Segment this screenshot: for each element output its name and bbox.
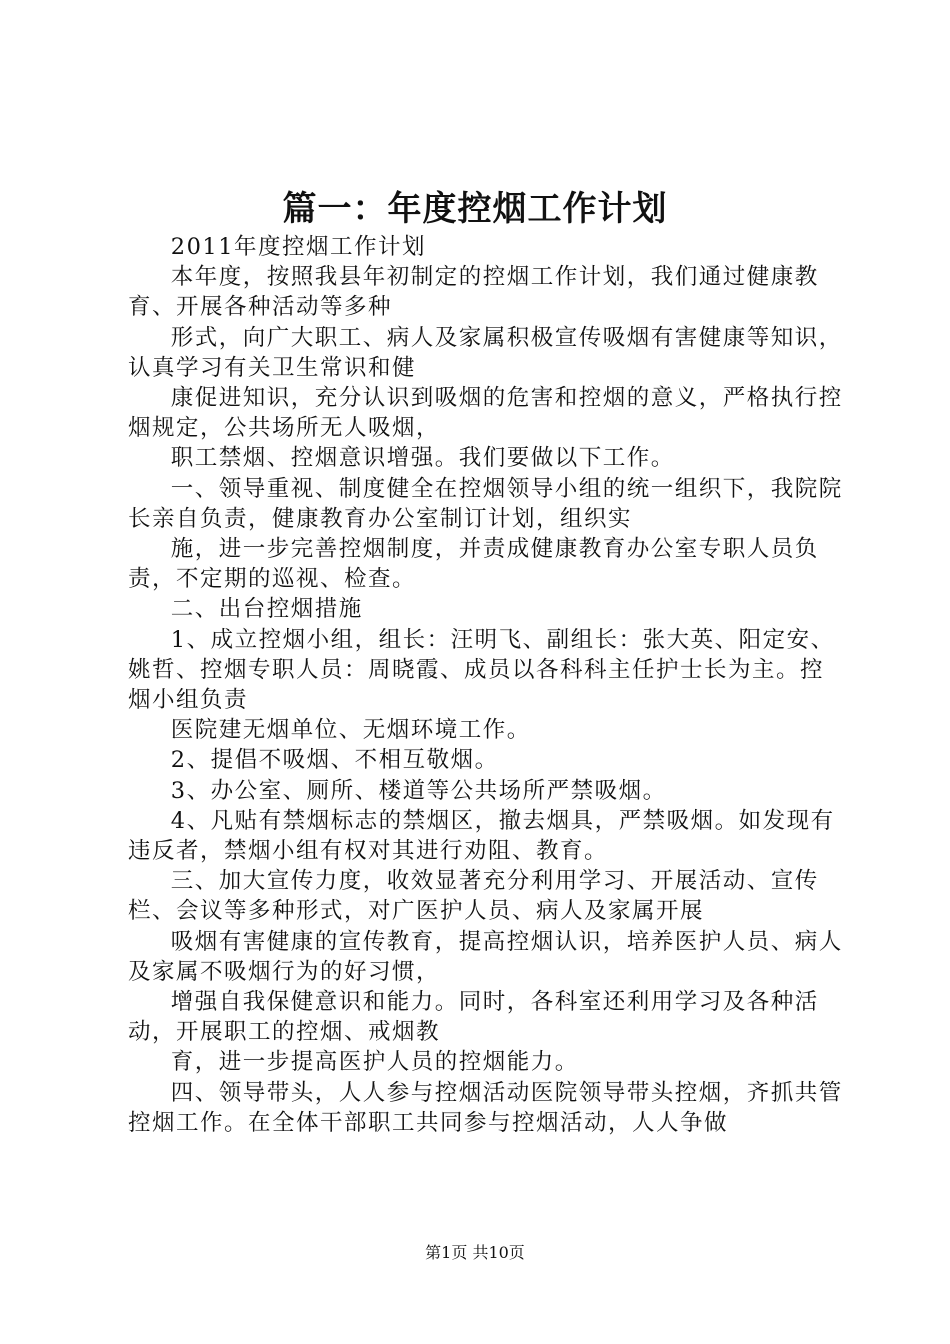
paragraph: 本年度，按照我县年初制定的控烟工作计划，我们通过健康教育、开展各种活动等多种	[128, 264, 819, 321]
paragraph: 3、办公室、厕所、楼道等公共场所严禁吸烟。	[170, 777, 667, 804]
paragraph: 2011年度控烟工作计划	[170, 234, 427, 260]
paragraph: 增强自我保健意识和能力。同时，各科室还利用学习及各种活动，开展职工的控烟、戒烟教	[128, 989, 819, 1046]
paragraph: 康促进知识，充分认识到吸烟的危害和控烟的意义，严格执行控烟规定，公共场所无人吸烟，	[128, 385, 843, 442]
page-footer	[0, 1242, 950, 1264]
paragraph: 4、凡贴有禁烟标志的禁烟区，撤去烟具，严禁吸烟。如发现有违反者，禁烟小组有权对其进行劝阻、教育。	[128, 807, 835, 865]
paragraph: 三、加大宣传力度，收效显著充分利用学习、开展活动、宣传栏、会议等多种形式，对广医护人员、病人及家属开展	[128, 868, 819, 925]
document-body	[128, 232, 844, 1138]
paragraph: 职工禁烟、控烟意识增强。我们要做以下工作。	[170, 445, 675, 472]
paragraph: 一、领导重视、制度健全在控烟领导小组的统一组织下，我院院长亲自负责，健康教育办公室制订计划，组织实	[128, 475, 843, 532]
document-title: 篇一：年度控烟工作计划	[282, 189, 668, 229]
paragraph: 吸烟有害健康的宣传教育，提高控烟认识，培养医护人员、病人及家属不吸烟行为的好习惯，	[128, 928, 843, 985]
paragraph: 施，进一步完善控烟制度，并责成健康教育办公室专职人员负责，不定期的巡视、检查。	[128, 536, 819, 593]
paragraph: 形式，向广大职工、病人及家属积极宣传吸烟有害健康等知识，认真学习有关卫生常识和健	[128, 324, 843, 381]
paragraph: 1、成立控烟小组，组长：汪明飞、副组长：张大英、阳定安、姚哲、控烟专职人员：周晓霞、成员以各科科主任护士长为主。控烟小组负责	[128, 626, 835, 714]
page-number: 第1页 共10页	[425, 1243, 525, 1262]
paragraph: 二、出台控烟措施	[170, 596, 363, 623]
paragraph: 育，进一步提高医护人员的控烟能力。	[170, 1049, 579, 1076]
paragraph: 四、领导带头，人人参与控烟活动医院领导带头控烟，齐抓共管控烟工作。在全体干部职工共同参与控烟活动，人人争做	[128, 1079, 843, 1136]
paragraph: 医院建无烟单位、无烟环境工作。	[170, 717, 531, 744]
paragraph: 2、提倡不吸烟、不相互敬烟。	[170, 747, 499, 774]
